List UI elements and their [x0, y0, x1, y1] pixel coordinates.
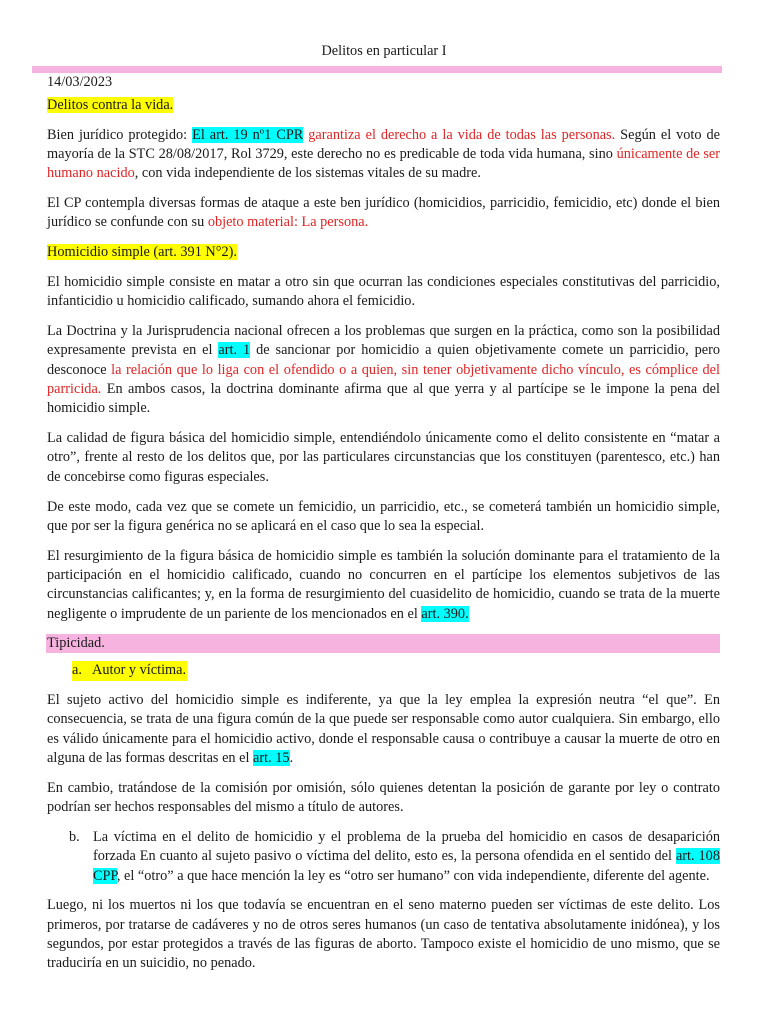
paragraph-doctrina: [47, 322, 720, 418]
text-run: La Doctrina y la Jurisprudencia nacional ofrecen a los problemas que surgen en la práctica, como son la posibilidad expresamente prevista en el: [47, 323, 720, 359]
section-heading-homicidio-simple: [47, 243, 720, 262]
page-header: Delitos en particular I: [321, 43, 447, 59]
highlighted-list-item: [72, 661, 187, 680]
document-date: 14/03/2023: [47, 74, 113, 90]
red-text: garantiza el derecho a la vida de todas las personas.: [303, 126, 616, 143]
list-marker: a.: [72, 662, 82, 679]
text-run: , el “otro” a que hace mención la ley es “otro ser humano” con vida independiente, diferente del agente.: [116, 867, 710, 884]
list-item-victima: [47, 828, 720, 886]
cyan-highlight-ref: art. 108 CPP: [93, 848, 720, 884]
red-text: únicamente de ser humano nacido: [47, 146, 720, 182]
section-heading-delitos-vida: [47, 96, 720, 115]
highlighted-heading: Delitos contra la vida.: [47, 97, 174, 113]
text-run: de sancionar por homicidio a quien objetivamente comete un parricidio, pero desconoce: [47, 342, 720, 378]
cyan-highlight-ref: El art. 19 nº1 CPR: [192, 126, 304, 143]
text-run: El CP contempla diversas formas de ataque a este ben jurídico (homicidios, parricidio, femicidio, etc) donde el bien jurídico se confunde con su: [47, 195, 720, 231]
paragraph-homicidio-definicion: El homicidio simple consiste en matar a otro sin que ocurran las condiciones especiales constitutivas del parricidio, infanticidio u homicidio calificado, sumando ahora el femicidio.: [47, 274, 720, 310]
list-item-label: Autor y víctima.: [92, 662, 187, 679]
red-text: la relación que lo liga con el ofendido o a quien, sin tener objetivamente dicho vínculo, es cómplice del parricida.: [47, 361, 720, 398]
text-run: En ambos casos, la doctrina dominante afirma que al que yerra y al partícipe se le impone la pena del homicidio simple.: [47, 381, 720, 417]
text-run: Bien jurídico protegido:: [47, 126, 193, 143]
cyan-highlight-ref: art. 390.: [421, 605, 469, 622]
text-run: La víctima en el delito de homicidio y el problema de la prueba del homicidio en casos de desaparición forzada En cuanto al sujeto pasivo o víctima del delito, esto es, la persona ofendida en el sentido del: [93, 828, 720, 865]
red-text: objeto material: La persona.: [207, 214, 369, 231]
paragraph-cp-contempla: [47, 194, 720, 233]
paragraph-de-este-modo: De este modo, cada vez que se comete un femicidio, un parricidio, etc., se cometerá también un homicidio simple, que por ser la figura genérica no se aplicará en el caso que lo sea la especial.: [47, 498, 720, 534]
paragraph-sujeto-activo: [47, 691, 720, 768]
cyan-highlight-ref: art. 15: [253, 750, 290, 767]
list-marker: b.: [69, 828, 80, 845]
paragraph-bien-juridico: [47, 126, 720, 184]
text-run: , con vida independiente de los sistemas vitales de su madre.: [134, 165, 481, 182]
text-run: .: [289, 750, 294, 767]
cyan-highlight-ref: art. 1: [218, 342, 251, 359]
paragraph-figura-basica: La calidad de figura básica del homicidio simple, entendiéndolo únicamente como el delito consistente en “matar a otro”, frente al resto de los delitos que, por las particulares circunstancias que los constituyen (parentesco, etc.) han de concebirse como figuras especiales.: [47, 430, 720, 485]
text-run: El resurgimiento de la figura básica de homicidio simple es también la solución dominante para el tratamiento de la participación en el homicidio calificado, cuando no concurren en el partícipe los elementos subjetivos de las circunstancias calificantes; y, en la forma de resurgimiento del cuasidelito de homicidio, cuando se trata de la muerte negligente o imprudente de un pariente de los mencionados en el: [47, 547, 720, 622]
document-body: [47, 72, 720, 984]
list-item-body: [93, 828, 720, 886]
text-run: El sujeto activo del homicidio simple es indiferente, ya que la ley emplea la expresión neutra “el que”. En consecuencia, se trata de una figura común de la que puede ser responsable como autor cualquiera. Sin embargo, ello es válido únicamente para el homicidio activo, donde el responsable causa o contribuye a causar la muerte de otro en alguna de las formas descritas en el: [47, 692, 720, 767]
paragraph-luego: Luego, ni los muertos ni los que todavía se encuentran en el seno materno pueden ser víctimas de este delito. Los primeros, por tratarse de cadáveres y no de otros seres humanos (un caso de tentativa absolutamente inidónea), y los segundos, por estar protegidos a través de las figuras de aborto. Tampoco existe el homicidio de uno mismo, que se traduciría en un suicidio, no penado.: [47, 897, 720, 972]
section-heading-tipicidad: Tipicidad.: [46, 634, 720, 653]
list-item-autor-victima: [47, 661, 720, 680]
paragraph-comision-omision: En cambio, tratándose de la comisión por omisión, sólo quienes detentan la posición de garante por ley o contrato podrían ser hechos responsables del mismo a título de autores.: [47, 779, 720, 816]
paragraph-resurgimiento: [47, 547, 720, 624]
text-run: Según el voto de mayoría de la STC 28/08/2017, Rol 3729, este derecho no es predicable de toda vida humana, sino: [47, 126, 720, 163]
highlighted-heading: Homicidio simple (art. 391 N°2).: [47, 244, 237, 261]
